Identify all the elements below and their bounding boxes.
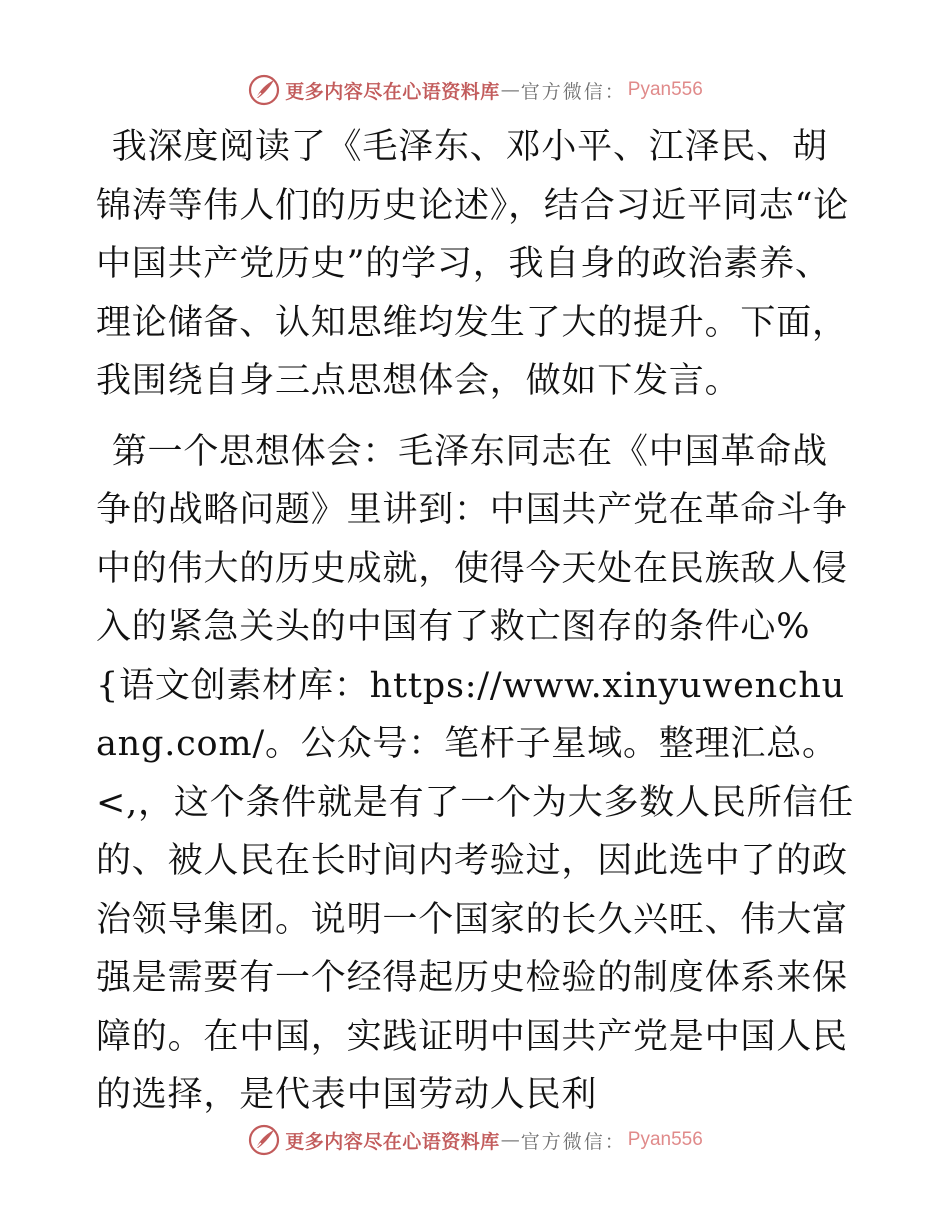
header-colon: ： <box>604 80 624 103</box>
quill-logo-icon <box>247 73 281 107</box>
paragraph-intro: 我深度阅读了《毛泽东、邓小平、江泽民、胡锦涛等伟人们的历史论述》，结合习近平同志“论中国共产党历史”的学习，我自身的政治素养、理论储备、认知思维均发生了大的提升。下面，我围绕自身三点思想体会，做如下发言。 <box>96 127 849 401</box>
header-brand-text: 更多内容尽在心语资料库 <box>285 80 500 103</box>
header-wechat-id: Pyan556 <box>627 79 703 100</box>
footer-dash: — <box>500 1129 520 1151</box>
document-body <box>96 118 856 1125</box>
paragraph-first-insight: 第一个思想体会：毛泽东同志在《中国革命战争的战略问题》里讲到：中国共产党在革命斗争中的伟大的历史成就，使得今天处在民族敌人侵入的紧急关头的中国有了救亡图存的条件心%{语文创素材库：https://www.xinyuwenchuang.com/。公众号：笔杆子星域。整理汇总。<,，这个条件就是有了一个为大多数人民所信任的、被人民在长时间内考验过，因此选中了的政治领导集团。说明一个国家的长久兴旺、伟大富强是需要有一个经得起历史检验的制度体系来保障的。在中国，实践证明中国共产党是中国人民的选择，是代表中国劳动人民利 <box>96 431 855 1115</box>
footer-brand-text: 更多内容尽在心语资料库 <box>285 1130 500 1153</box>
header-banner <box>0 70 950 110</box>
footer-banner <box>0 1120 950 1160</box>
footer-official-label: 官方微信 <box>520 1130 605 1153</box>
header-official-label: 官方微信 <box>520 80 605 103</box>
footer-wechat-id: Pyan556 <box>627 1129 703 1150</box>
footer-colon: ： <box>604 1130 624 1153</box>
header-dash: — <box>500 79 520 101</box>
quill-logo-icon <box>247 1123 281 1157</box>
